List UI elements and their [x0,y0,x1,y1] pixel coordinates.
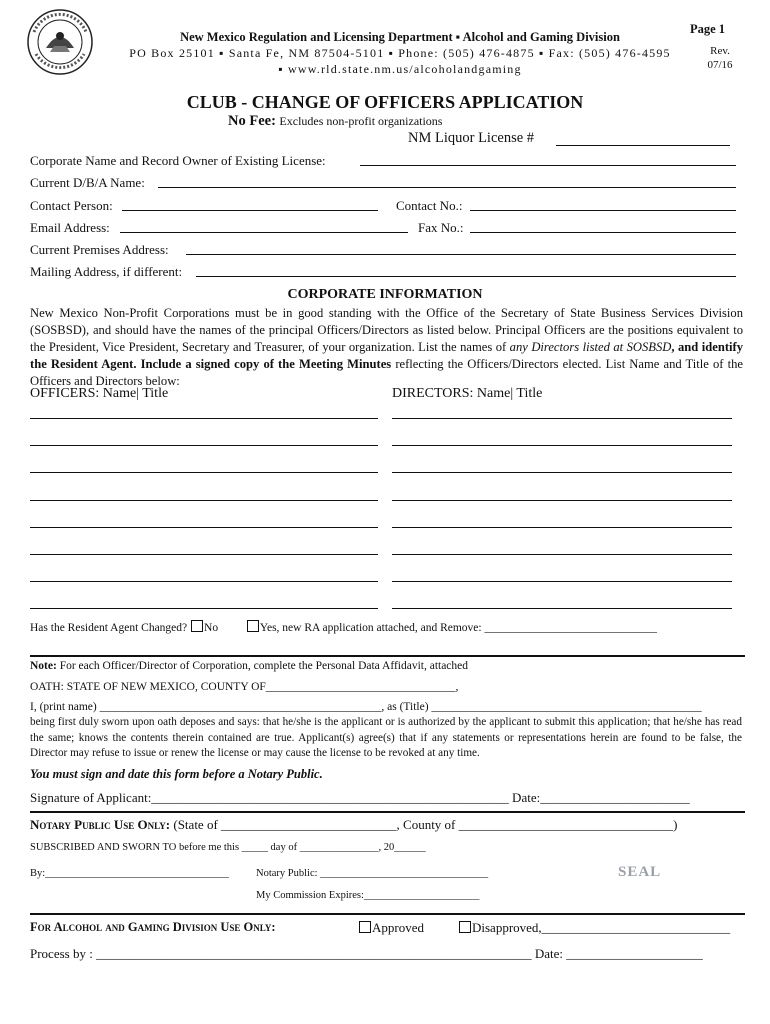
dba-label: Current D/B/A Name: [30,175,145,190]
fax-label: Fax No.: [418,220,464,235]
officer-line[interactable] [30,581,378,582]
resident-agent-row [30,620,657,634]
state-seal-icon [26,8,94,76]
header-website: ▪ www.rld.state.nm.us/alcoholandgaming [278,62,522,76]
director-line[interactable] [392,608,732,609]
subscribed-line[interactable]: SUBSCRIBED AND SWORN TO before me this _____ day of _______________, 20______ [30,842,426,853]
license-label: NM Liquor License # [408,130,535,146]
oath-county[interactable]: OATH: STATE OF NEW MEXICO, COUNTY OF_________________________________, [30,681,459,693]
director-line[interactable] [392,527,732,528]
oath-text: being first duly sworn upon oath deposes and says: that he/she is the applicant or is authorized by the applicant to submit this application; that he/she has read the same; knows the contents therein contained are true. Applicant(s) agree(s) that if any statements or representations herein are found to be false, the Director may refuse to issue or renew the license or may cause the license to be revoked at any time. [30,716,742,759]
contact-no-label: Contact No.: [396,198,463,213]
signature-line[interactable]: Signature of Applicant:_______________________________________________________ Date:_______________________ [30,790,690,805]
mailing-input[interactable] [196,276,736,277]
revision: Rev. 07/16 [707,45,733,71]
resident-agent-question: Has the Resident Agent Changed? [30,622,188,634]
sign-notice: You must sign and date this form before a Notary Public. [30,767,323,781]
director-line[interactable] [392,472,732,473]
disapproved-checkbox[interactable] [459,921,471,933]
corp-name-input[interactable] [360,165,736,166]
note: Note: For each Officer/Director of Corporation, complete the Personal Data Affidavit, attached [30,660,469,672]
dba-input[interactable] [158,187,736,188]
officers-heading: OFFICERS: Name| Title [30,386,169,401]
corp-name-label: Corporate Name and Record Owner of Existing License: [30,153,326,168]
contact-person-label: Contact Person: [30,198,113,213]
email-input[interactable] [120,232,408,233]
contact-person-input[interactable] [122,210,378,211]
divider [30,913,745,915]
commission-line[interactable]: My Commission Expires:______________________ [256,890,480,901]
form-title: CLUB - CHANGE OF OFFICERS APPLICATION [186,92,584,112]
print-name-title[interactable]: I, (print name) _________________________________________________, as (Title) _______________________________________________ [30,701,702,713]
process-line[interactable]: Process by : ___________________________________________________________________ Date: _____________________ [30,946,703,961]
notary-public-line[interactable]: Notary Public: ________________________________ [256,868,489,879]
officer-line[interactable] [30,418,378,419]
officer-line[interactable] [30,608,378,609]
director-line[interactable] [392,581,732,582]
premises-input[interactable] [186,254,736,255]
email-label: Email Address: [30,220,110,235]
header-agency: New Mexico Regulation and Licensing Department ▪ Alcohol and Gaming Division [180,30,620,44]
by-line[interactable]: By:___________________________________ [30,868,229,879]
approved-checkbox[interactable] [359,921,371,933]
division-use-label: For Alcohol and Gaming Division Use Only: [30,920,276,934]
notary-row [30,817,677,833]
divider [30,811,745,813]
ra-yes-checkbox[interactable] [247,620,259,632]
director-line[interactable] [392,500,732,501]
seal-label: SEAL [618,864,662,880]
contact-no-input[interactable] [470,210,736,211]
officer-line[interactable] [30,445,378,446]
ra-no-label: No [204,622,219,634]
directors-heading: DIRECTORS: Name| Title [392,386,543,401]
director-line[interactable] [392,418,732,419]
notary-state-county[interactable]: (State of ___________________________, County of _________________________________) [173,817,678,832]
ra-yes-label: Yes, new RA application attached, and Remove: ______________________________ [259,622,657,634]
officer-line[interactable] [30,554,378,555]
disapproved-option: Disapproved,_____________________________ [458,920,730,936]
director-line[interactable] [392,554,732,555]
director-line[interactable] [392,445,732,446]
fax-input[interactable] [470,232,736,233]
officer-line[interactable] [30,527,378,528]
corporate-info-heading: CORPORATE INFORMATION [287,287,483,302]
header-address: PO Box 25101 ▪ Santa Fe, NM 87504-5101 ▪ Phone: (505) 476-4875 ▪ Fax: (505) 476-4595 [129,46,671,60]
page-number: Page 1 [690,22,726,36]
divider [30,655,745,657]
no-fee-note: No Fee: Excludes non-profit organizations [228,113,443,129]
license-input[interactable] [556,145,730,146]
officer-line[interactable] [30,500,378,501]
ra-no-checkbox[interactable] [191,620,203,632]
officer-line[interactable] [30,472,378,473]
premises-label: Current Premises Address: [30,242,169,257]
notary-label: Notary Public Use Only: [30,817,171,832]
mailing-label: Mailing Address, if different: [30,264,183,279]
approved-option: Approved [358,920,424,936]
corporate-info-text: New Mexico Non-Profit Corporations must be in good standing with the Office of the Secretary of State Business Services Division (SOSBSD), and should have the names of the principal Officers/Directors as listed below. Principal Officers are the positions equivalent to the President, Vice President, Secretary and Treasurer, of your organization. List the names of any Directors listed at SOSBSD, and identify the Resident Agent. Include a signed copy of the Meeting Minutes reflecting the Officers/Directors elected. List Name and Title of the Officers and Directors below: [30,306,744,388]
